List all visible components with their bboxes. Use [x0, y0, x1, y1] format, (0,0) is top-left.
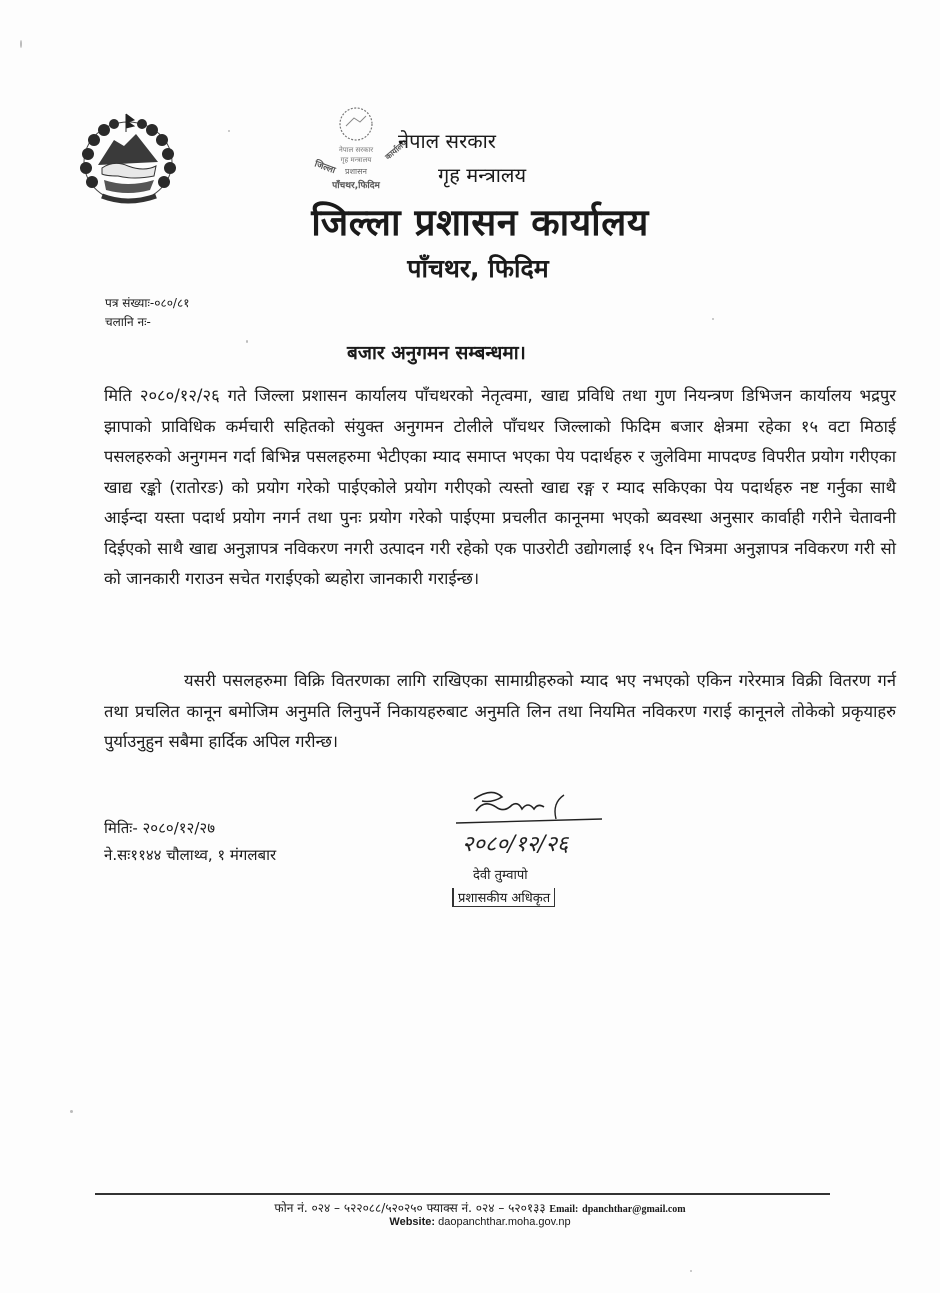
email-label: Email: — [549, 1204, 579, 1215]
office-name: जिल्ला प्रशासन कार्यालय — [311, 201, 649, 244]
seal-text: गृह मन्त्रालय — [340, 156, 372, 164]
scan-speck — [712, 318, 714, 320]
scan-speck — [70, 1110, 73, 1113]
nepal-sambat-date: ने.सः११४४ चौलाथ्व, १ मंगलबार — [104, 846, 277, 864]
footer-contact — [240, 1199, 720, 1216]
seal-text: कार्यालय — [383, 138, 409, 162]
website-label: Website: — [389, 1216, 436, 1228]
body-paragraph-1: मिति २०८०/१२/२६ गते जिल्ला प्रशासन कार्यालय पाँचथरको नेतृत्वमा, खाद्य प्रविधि तथा गुण नियन्त्रण डिभिजन कार्यालय भद्रपुर झापाको प्राविधिक कर्मचारी सहितको संयुक्त अनुगमन टोलीले पाँचथर जिल्लाको फिदिम बजार क्षेत्रमा रहेका १५ वटा मिठाई पसलहरुको अनुगमन गर्दा बिभिन्न पसलहरुमा भेटीएका म्याद समाप्त भएका पेय पदार्थहरु र जुलेविमा मापदण्ड विपरीत प्रयोग गरीएका खाद्य रङ्को (रातोरङ) को प्रयोग गरेको पाईएकोले प्रयोग गरीएको त्यस्तो खाद्य रङ्ग र म्याद सकिएका पेय पदार्थहरु नष्ट गर्नुका साथै आईन्दा यस्ता पदार्थ प्रयोग नगर्न तथा पुनः प्रयोग गरेको पाईएमा प्रचलीत कानूनमा भएको ब्यवस्था अनुसार कार्वाही गरीने चेतावनी दिईएको साथै खाद्य अनुज्ञापत्र नविकरण नगरी उत्पादन गरी रहेको एक पाउरोटी उद्योगलाई १५ दिन भित्रमा अनुज्ञापत्र नविकरण गरी सो को जानकारी गराउन सचेत गराईएको ब्यहोरा जानकारी गराईन्छ। — [104, 386, 896, 588]
letter-number: पत्र संख्याः-०८०/८१ — [105, 296, 190, 310]
seal-text: प्रशासन — [345, 167, 367, 176]
signer-name: देवी तुम्वापो — [473, 868, 528, 883]
footer-website — [240, 1216, 720, 1228]
website-url[interactable]: daopanchthar.moha.gov.np — [438, 1216, 571, 1228]
seal-text: जिल्ला — [312, 159, 337, 177]
signature-date: २०८०/१२/२६ — [462, 832, 569, 857]
government-name: नेपाल सरकार — [398, 129, 496, 153]
seal-text: पाँचथर,फिदिम — [332, 181, 380, 191]
scan-speck — [246, 340, 248, 343]
signer-title: प्रशासकीय अधिकृत — [452, 888, 555, 907]
letter-subject: बजार अनुगमन सम्बन्धमा। — [347, 342, 526, 364]
scan-speck — [690, 1270, 692, 1272]
body-paragraph-2: यसरी पसलहरुमा विक्रि वितरणका लागि राखिएका सामाग्रीहरुको म्याद भए नभएको एकिन गरेरमात्र विक्री वितरण गर्न तथा प्रचलित कानून बमोजिम अनुमति लिनुपर्ने निकायहरुबाट अनुमति लिन तथा नियमित नविकरण गराई कानूनले तोकेको प्रकृयाहरु पुर्याउनुहुन सबैमा हार्दिक अपिल गरीन्छ। — [104, 671, 896, 751]
scan-speck — [20, 40, 22, 48]
nepal-emblem-icon — [74, 110, 182, 210]
phone-fax: फोन नं. ०२४ – ५२२०८८/५२०२५० फ्याक्स नं. ०२४ – ५२०१३३ — [274, 1201, 546, 1215]
handwritten-signature-icon — [452, 785, 622, 865]
issue-date: मितिः- २०८०/१२/२७ — [104, 819, 216, 837]
ministry-name: गृह मन्त्रालय — [438, 163, 527, 187]
seal-text: नेपाल सरकार — [338, 146, 374, 154]
dispatch-number: चलानि नः- — [105, 315, 151, 329]
email-address[interactable]: dpanchthar@gmail.com — [582, 1204, 686, 1215]
footer-divider — [95, 1193, 830, 1195]
scan-speck — [228, 130, 230, 132]
office-location: पाँचथर, फिदिम — [407, 254, 549, 283]
